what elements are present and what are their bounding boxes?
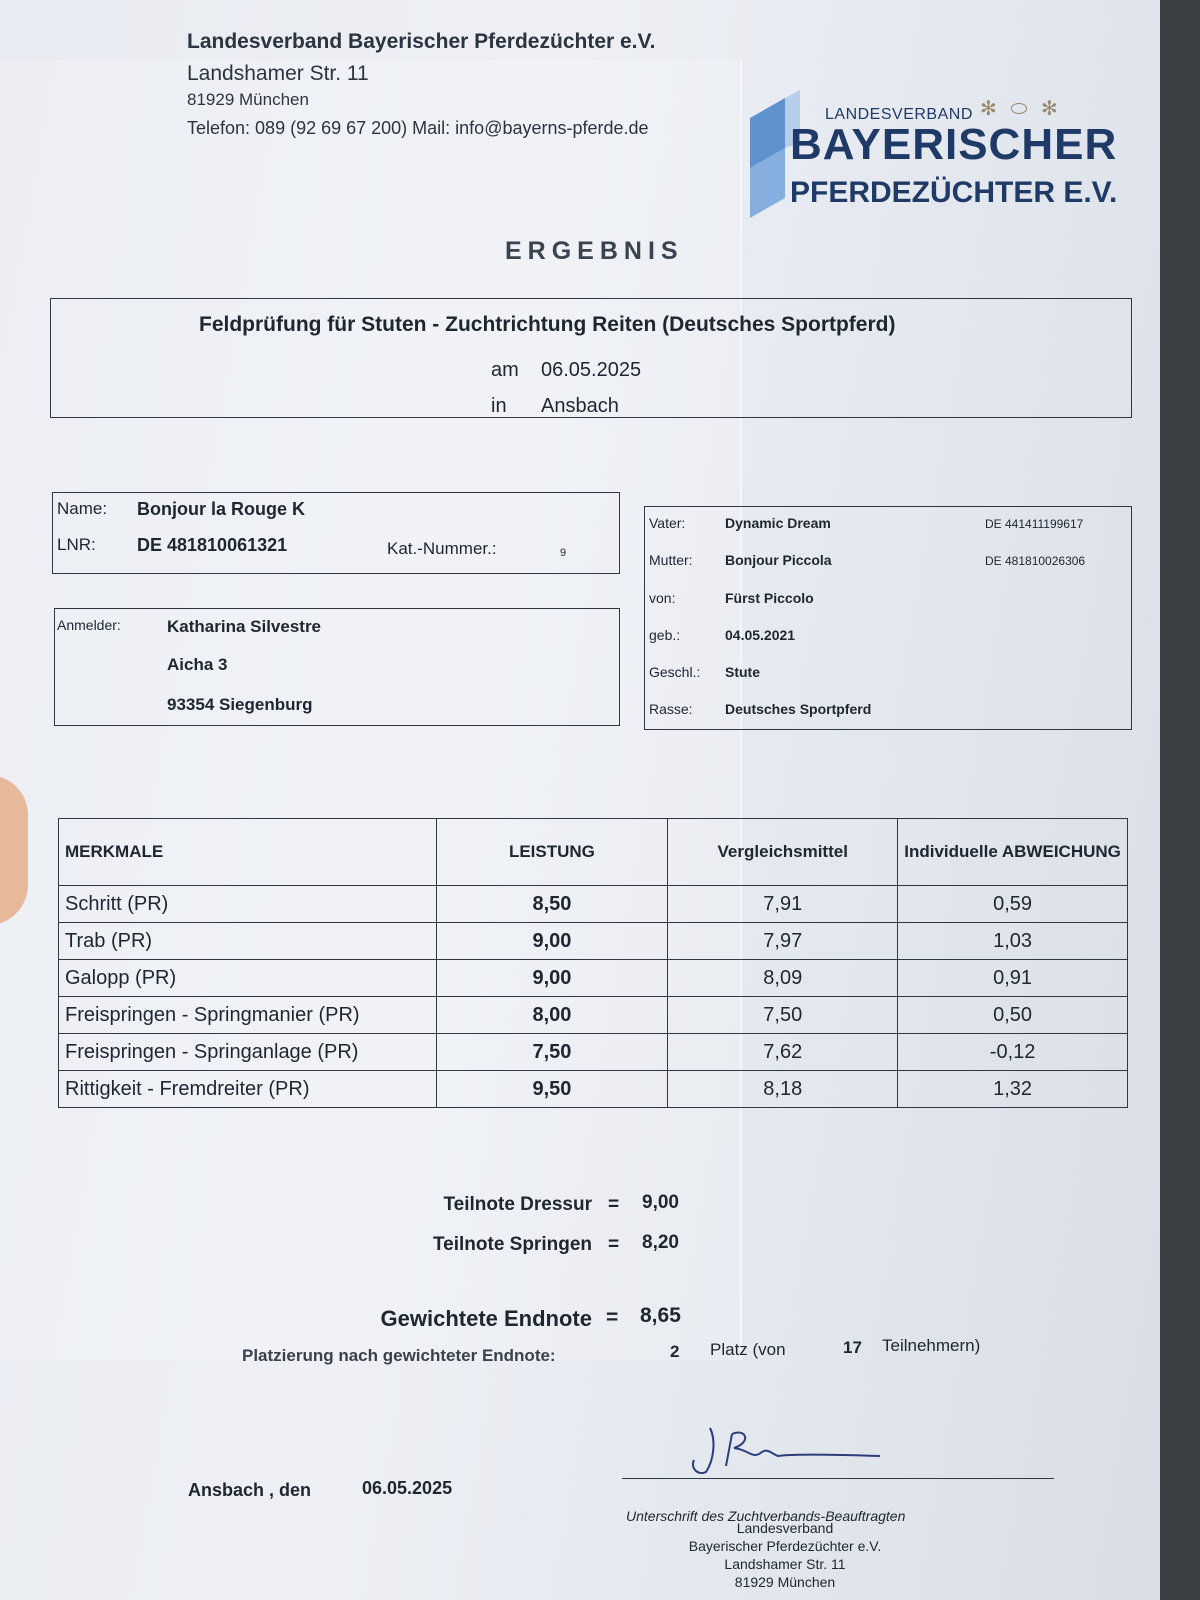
table-cell: 8,18 (668, 1071, 898, 1108)
column-header: Individuelle ABWEICHUNG (898, 819, 1128, 886)
footer-location: Ansbach , den (188, 1480, 312, 1500)
org-street: Landshamer Str. 11 (187, 62, 369, 85)
table-cell: 9,50 (436, 1071, 668, 1108)
pedigree-label: Rasse: (649, 701, 693, 717)
kat-number: 9 (560, 547, 567, 559)
table-row (59, 997, 1128, 1034)
pedigree-label: Geschl.: (649, 664, 701, 680)
table-cell: Galopp (PR) (59, 960, 437, 997)
pedigree-label: von: (649, 590, 676, 606)
logo-sub-text: PFERDEZÜCHTER E.V. (790, 176, 1118, 209)
registrant-street: Aicha 3 (167, 655, 228, 674)
dressur-label: Teilnote Dressur (443, 1194, 592, 1215)
signature-line (622, 1478, 1054, 1479)
pedigree-value: Dynamic Dream (725, 515, 831, 531)
column-header: LEISTUNG (436, 819, 668, 886)
stamp-line: Landshamer Str. 11 (724, 1556, 846, 1572)
table-row (59, 1034, 1128, 1071)
springen-equals: = (608, 1234, 620, 1255)
pedigree-value: Bonjour Piccola (725, 552, 832, 568)
logo-big-text: BAYERISCHER (790, 120, 1118, 169)
org-contact: Telefon: 089 (92 69 67 200) Mail: info@bayerns-pferde.de (187, 118, 649, 138)
table-cell: 0,50 (898, 997, 1128, 1034)
table-row (59, 960, 1128, 997)
placement-label: Platzierung nach gewichteter Endnote: (242, 1346, 556, 1365)
pedigree-value: Deutsches Sportpferd (725, 701, 872, 717)
horse-name: Bonjour la Rouge K (137, 499, 305, 519)
table-cell: 8,09 (668, 960, 898, 997)
table-cell: 9,00 (436, 923, 668, 960)
table-cell: 9,00 (436, 960, 668, 997)
table-row (59, 923, 1128, 960)
signature-image (680, 1420, 900, 1480)
table-cell: 8,00 (436, 997, 668, 1034)
stamp-line: Bayerischer Pferdezüchter e.V. (688, 1538, 882, 1554)
event-date: 06.05.2025 (541, 359, 642, 381)
table-cell: 1,32 (898, 1071, 1128, 1108)
table-cell: 0,91 (898, 960, 1128, 997)
registrant-city: 93354 Siegenburg (167, 695, 313, 714)
pedigree-label: Vater: (649, 515, 686, 531)
springen-label: Teilnote Springen (432, 1234, 592, 1255)
holding-finger (0, 775, 28, 925)
placement-participants: Teilnehmern) (882, 1336, 981, 1355)
table-cell: 7,97 (668, 923, 898, 960)
table-row (59, 886, 1128, 923)
pedigree-value: Fürst Piccolo (725, 590, 814, 606)
table-row (59, 1071, 1128, 1108)
table-cell: Trab (PR) (59, 923, 437, 960)
registrant-name: Katharina Silvestre (167, 617, 322, 636)
org-city: 81929 München (187, 90, 309, 109)
edelweiss-crest-icon: ✻ ⬭ ✻ (980, 98, 1062, 120)
horse-lnr: DE 481810061321 (137, 535, 288, 555)
table-cell: 8,50 (436, 886, 668, 923)
stamp-line: Landesverband (736, 1520, 834, 1536)
dressur-score: 9,00 (642, 1192, 679, 1213)
column-header: MERKMALE (59, 819, 437, 886)
event-title: Feldprüfung für Stuten - Zuchtrichtung Reiten (Deutsches Sportpferd) (199, 313, 896, 336)
document-title: ERGEBNIS (505, 237, 684, 265)
table-cell: 0,59 (898, 886, 1128, 923)
footer-date: 06.05.2025 (362, 1478, 453, 1498)
pedigree-value: Stute (725, 664, 760, 680)
column-header: Vergleichsmittel (668, 819, 898, 886)
springen-score: 8,20 (642, 1232, 679, 1253)
table-cell: Rittigkeit - Fremdreiter (PR) (59, 1071, 437, 1108)
lnr-label: LNR: (57, 535, 96, 554)
table-cell: 1,03 (898, 923, 1128, 960)
signature-caption: Unterschrift des Zuchtverbands-Beauftragten (626, 1508, 906, 1524)
event-date-label: am (491, 359, 519, 381)
results-table (58, 818, 1128, 1108)
table-cell: Schritt (PR) (59, 886, 437, 923)
table-cell: 7,50 (436, 1034, 668, 1071)
final-score-label: Gewichtete Endnote (380, 1306, 592, 1331)
name-label: Name: (57, 499, 108, 518)
table-cell: 7,91 (668, 886, 898, 923)
pedigree-number: DE 481810026306 (985, 554, 1086, 568)
logo-small-text: LANDESVERBAND (825, 106, 973, 123)
table-cell: 7,50 (668, 997, 898, 1034)
final-score-equals: = (606, 1306, 619, 1329)
pedigree-label: Mutter: (649, 552, 693, 568)
event-box (50, 298, 1132, 418)
org-name: Landesverband Bayerischer Pferdezüchter e.V. (187, 30, 656, 53)
stamp-line: 81929 München (734, 1574, 836, 1590)
table-cell: Freispringen - Springanlage (PR) (59, 1034, 437, 1071)
table-cell: 7,62 (668, 1034, 898, 1071)
registrant-box (54, 608, 620, 726)
horse-id-box (52, 492, 620, 574)
pedigree-value: 04.05.2021 (725, 627, 796, 643)
registrant-label: Anmelder: (57, 617, 121, 633)
table-cell: -0,12 (898, 1034, 1128, 1071)
placement-total: 17 (843, 1338, 862, 1357)
pedigree-label: geb.: (649, 627, 681, 643)
table-header-row (59, 819, 1128, 886)
pedigree-box (644, 506, 1132, 730)
placement-of-label: Platz (von (710, 1340, 786, 1359)
association-logo (740, 88, 1130, 223)
pedigree-number: DE 441411199617 (985, 517, 1084, 531)
event-place-label: in (491, 395, 507, 417)
dressur-equals: = (608, 1194, 620, 1215)
placement-rank: 2 (670, 1342, 680, 1361)
table-cell: Freispringen - Springmanier (PR) (59, 997, 437, 1034)
final-score: 8,65 (640, 1304, 681, 1327)
kat-label: Kat.-Nummer.: (387, 539, 497, 558)
event-place: Ansbach (541, 395, 619, 417)
